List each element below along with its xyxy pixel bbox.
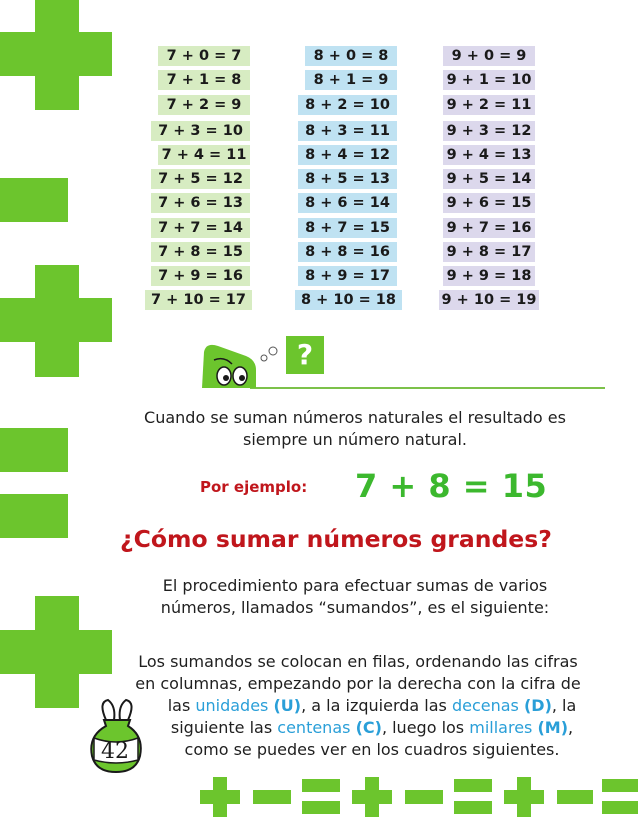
term-millares: millares bbox=[469, 718, 533, 737]
table-cell: 7 + 3 = 10 bbox=[151, 121, 250, 141]
table-cell: 8 + 9 = 17 bbox=[298, 266, 397, 286]
table-cell: 8 + 7 = 15 bbox=[298, 218, 397, 238]
table-cell: 8 + 4 = 12 bbox=[298, 145, 397, 165]
steps-line-1: Los sumandos se colocan en filas, ordenando las cifras bbox=[138, 652, 578, 671]
table-cell: 9 + 5 = 14 bbox=[443, 169, 535, 189]
procedure-line-2: números, llamados “sumandos”, es el siguiente: bbox=[160, 598, 550, 617]
table-cell: 8 + 6 = 14 bbox=[298, 193, 397, 213]
question-mark-icon: ? bbox=[286, 336, 324, 374]
table-cell: 8 + 10 = 18 bbox=[295, 290, 402, 310]
abbr-m: (M) bbox=[537, 718, 569, 737]
mascot-icon bbox=[196, 338, 266, 390]
table-cell: 9 + 1 = 10 bbox=[443, 70, 535, 90]
example-equation: 7 + 8 = 15 bbox=[355, 467, 548, 505]
abbr-u: (U) bbox=[273, 696, 302, 715]
table-cell: 8 + 0 = 8 bbox=[305, 46, 397, 66]
procedure-text bbox=[100, 575, 610, 619]
table-cell: 7 + 7 = 14 bbox=[151, 218, 250, 238]
intro-line-1: Cuando se suman números naturales el resultado es bbox=[144, 408, 566, 427]
procedure-line-1: El procedimiento para efectuar sumas de varios bbox=[162, 576, 548, 595]
steps-text bbox=[108, 651, 608, 761]
table-cell: 7 + 6 = 13 bbox=[151, 193, 250, 213]
table-cell: 9 + 7 = 16 bbox=[443, 218, 535, 238]
table-cell: 7 + 2 = 9 bbox=[158, 95, 250, 115]
table-cell: 8 + 5 = 13 bbox=[298, 169, 397, 189]
table-cell: 7 + 9 = 16 bbox=[151, 266, 250, 286]
example-label: Por ejemplo: bbox=[200, 478, 308, 496]
term-unidades: unidades bbox=[195, 696, 269, 715]
steps-line-5: como se puedes ver en los cuadros siguientes. bbox=[184, 740, 560, 759]
table-cell: 8 + 8 = 16 bbox=[298, 242, 397, 262]
abbr-c: (C) bbox=[355, 718, 382, 737]
intro-line-2: siempre un número natural. bbox=[243, 430, 467, 449]
section-heading: ¿Cómo sumar números grandes? bbox=[120, 525, 552, 553]
table-cell: 9 + 8 = 17 bbox=[443, 242, 535, 262]
table-cell: 7 + 8 = 15 bbox=[151, 242, 250, 262]
table-cell: 9 + 3 = 12 bbox=[443, 121, 535, 141]
table-cell: 9 + 9 = 18 bbox=[443, 266, 535, 286]
page-number: 42 bbox=[101, 739, 129, 764]
page-number-badge-icon bbox=[88, 698, 144, 776]
table-cell: 7 + 5 = 12 bbox=[151, 169, 250, 189]
table-cell: 7 + 1 = 8 bbox=[158, 70, 250, 90]
table-cell: 9 + 4 = 13 bbox=[443, 145, 535, 165]
term-centenas: centenas bbox=[277, 718, 351, 737]
steps-line-3: las unidades (U), a la izquierda las decenas (D), la bbox=[167, 696, 577, 715]
table-cell: 8 + 3 = 11 bbox=[298, 121, 397, 141]
term-decenas: decenas bbox=[451, 696, 519, 715]
table-cell: 9 + 2 = 11 bbox=[443, 95, 535, 115]
thought-bubbles-icon bbox=[258, 340, 286, 364]
table-cell: 8 + 2 = 10 bbox=[298, 95, 397, 115]
table-cell: 7 + 10 = 17 bbox=[145, 290, 252, 310]
intro-text bbox=[100, 407, 610, 451]
table-cell: 9 + 0 = 9 bbox=[443, 46, 535, 66]
table-cell: 7 + 0 = 7 bbox=[158, 46, 250, 66]
table-cell: 9 + 6 = 15 bbox=[443, 193, 535, 213]
steps-line-2: en columnas, empezando por la derecha con la cifra de bbox=[135, 674, 581, 693]
divider-line bbox=[250, 387, 605, 389]
table-cell: 8 + 1 = 9 bbox=[305, 70, 397, 90]
steps-line-4: siguiente las centenas (C), luego los millares (M), bbox=[170, 718, 574, 737]
table-cell: 9 + 10 = 19 bbox=[439, 290, 539, 310]
table-cell: 7 + 4 = 11 bbox=[158, 145, 250, 165]
abbr-d: (D) bbox=[523, 696, 552, 715]
